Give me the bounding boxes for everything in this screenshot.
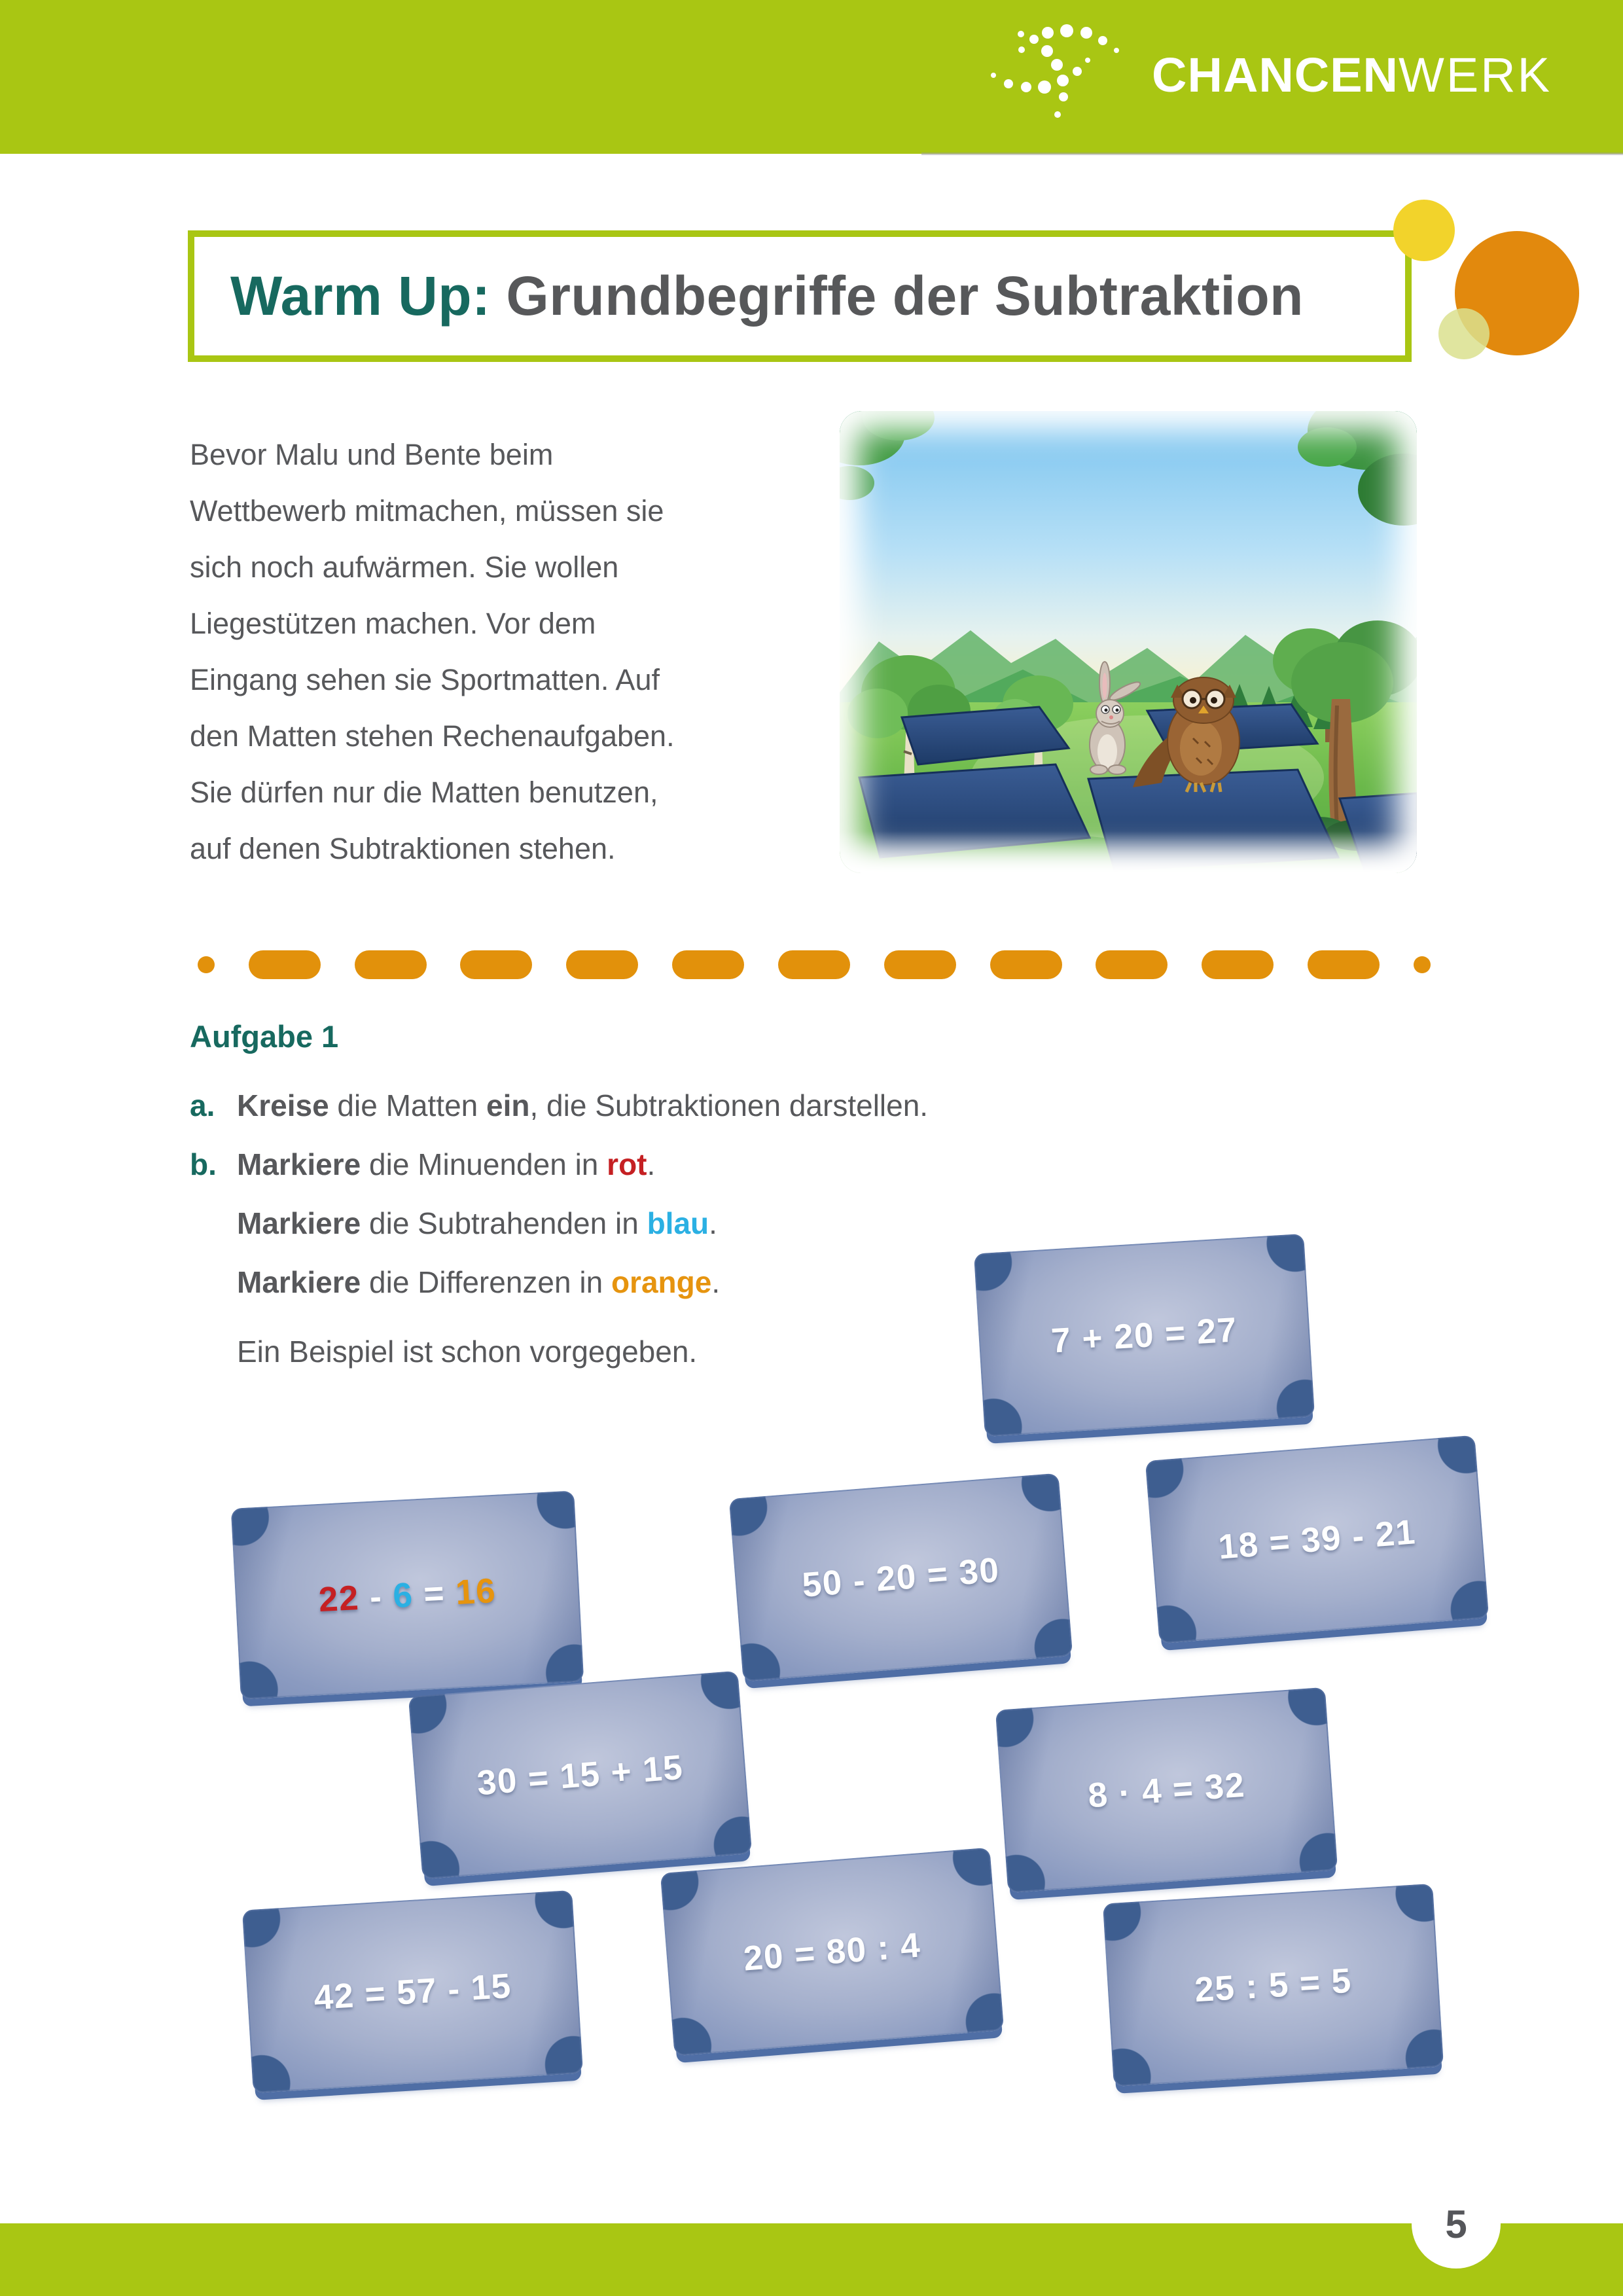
text-part: 20 = 80 : 4 <box>741 1925 923 1979</box>
divider-dash <box>884 950 956 979</box>
divider-dash <box>1202 950 1274 979</box>
text-part: 22 <box>317 1578 361 1619</box>
text-part: = <box>412 1573 457 1614</box>
mat-equation-2 <box>1217 1512 1417 1568</box>
exercise-mat-3[interactable] <box>729 1473 1073 1682</box>
mat-equation-1 <box>1050 1310 1239 1361</box>
header-bar <box>0 0 1623 154</box>
logo-wordmark <box>1152 47 1552 103</box>
dashed-divider <box>198 950 1431 979</box>
text-part: - <box>358 1576 394 1617</box>
text-part: 7 + 20 = 27 <box>1050 1310 1239 1361</box>
divider-dash <box>990 950 1062 979</box>
text-part: 18 = 39 - 21 <box>1217 1512 1418 1567</box>
text-part: rot <box>607 1147 647 1181</box>
task-item-a <box>190 1088 928 1123</box>
task-text-a <box>237 1088 928 1122</box>
divider-dash <box>355 950 427 979</box>
exercise-mat-1[interactable] <box>974 1234 1315 1437</box>
divider-dash <box>1096 950 1168 979</box>
logo-text-light: WERK <box>1399 48 1552 102</box>
task-text-b-orange <box>237 1265 720 1299</box>
exercise-mat-6[interactable] <box>995 1687 1338 1893</box>
page-number: 5 <box>1445 2202 1467 2246</box>
text-part: . <box>647 1147 656 1181</box>
text-part: ein <box>486 1088 530 1122</box>
title-box <box>188 230 1412 362</box>
task-note <box>190 1334 697 1369</box>
chancenwerk-logo <box>980 20 1552 131</box>
intro-paragraph: Bevor Malu und Bente beim Wettbewerb mitmachen, müssen sie sich noch aufwärmen. Sie wollen Liegestützen machen. Vor dem Eingang sehen sie Sportmatten. Auf den Matten stehen Rechenaufgaben. Sie dürfen nur die Matten benutzen, auf denen Subtraktionen stehen. <box>190 438 675 865</box>
exercise-mat-example[interactable] <box>231 1490 584 1699</box>
task-text-b-red <box>237 1147 655 1181</box>
text-part: . <box>711 1265 721 1299</box>
divider-dot <box>198 956 215 973</box>
deco-circle-pale <box>1438 308 1489 359</box>
logo-dots-icon <box>980 20 1132 131</box>
divider-dash <box>1308 950 1380 979</box>
text-part: die Subtrahenden in <box>361 1206 647 1240</box>
text-part: 6 <box>391 1575 414 1615</box>
text-part: 30 = 15 + 15 <box>475 1748 685 1803</box>
task-note-text <box>237 1335 697 1369</box>
text-part: 42 = 57 - 15 <box>312 1966 513 2017</box>
title-rest: Grundbegriffe der Subtraktion <box>490 265 1304 327</box>
text-part: . <box>709 1206 717 1240</box>
text-part: 25 : 5 = 5 <box>1193 1961 1353 2009</box>
text-part: die Minuenden in <box>361 1147 607 1181</box>
task-item-b-orange <box>190 1265 720 1300</box>
mat-equation-7 <box>742 1925 922 1979</box>
page-number-badge <box>1412 2179 1501 2269</box>
logo-text-bold: CHANCEN <box>1152 48 1399 102</box>
mat-equation-6 <box>1086 1765 1246 1816</box>
mat-equation-9 <box>1194 1960 1353 2010</box>
page-title <box>230 264 1304 328</box>
mat-equation-8 <box>313 1965 513 2017</box>
text-part: 8 · 4 = 32 <box>1086 1765 1247 1815</box>
mat-equation-5 <box>476 1747 685 1803</box>
task-marker-a: a. <box>190 1088 215 1122</box>
mat-equation-example <box>317 1570 497 1619</box>
exercise-mat-2[interactable] <box>1145 1435 1489 1644</box>
text-part: Kreise <box>237 1088 329 1122</box>
exercise-mat-5[interactable] <box>408 1671 752 1880</box>
text-part: Ein Beispiel ist schon vorgegeben. <box>237 1335 698 1369</box>
bottom-fade <box>840 831 1417 873</box>
task-marker-b: b. <box>190 1147 217 1181</box>
mat-equation-3 <box>800 1550 1001 1605</box>
task-text-b-blue <box>237 1206 717 1240</box>
text-part: die Differenzen in <box>361 1265 611 1299</box>
forest-scene-icon <box>840 411 1417 873</box>
text-part: Markiere <box>237 1265 361 1299</box>
footer-bar <box>0 2223 1623 2296</box>
exercise-mat-7[interactable] <box>660 1848 1004 2056</box>
task-heading: Aufgabe 1 <box>190 1019 339 1054</box>
divider-dash <box>460 950 532 979</box>
task-item-b-blue <box>190 1206 717 1241</box>
divider-dash <box>249 950 321 979</box>
forest-illustration <box>840 411 1417 873</box>
title-highlight: Warm Up: <box>230 265 491 327</box>
text-part: 50 - 20 = 30 <box>800 1550 1001 1605</box>
divider-dash <box>778 950 850 979</box>
text-part: orange <box>611 1265 712 1299</box>
divider-dash <box>566 950 638 979</box>
text-part: blau <box>647 1206 709 1240</box>
header-underline <box>921 152 1623 155</box>
text-part: Markiere <box>237 1147 361 1181</box>
exercise-mat-8[interactable] <box>242 1890 583 2093</box>
text-part: Markiere <box>237 1206 361 1240</box>
divider-dot <box>1414 956 1431 973</box>
text-part: die Matten <box>329 1088 487 1122</box>
text-part: 16 <box>454 1571 497 1612</box>
deco-circle-yellow <box>1393 200 1455 261</box>
divider-dash <box>672 950 744 979</box>
text-part: , die Subtraktionen darstellen. <box>529 1088 929 1122</box>
task-item-b-red <box>190 1147 655 1182</box>
exercise-mat-9[interactable] <box>1103 1884 1444 2087</box>
